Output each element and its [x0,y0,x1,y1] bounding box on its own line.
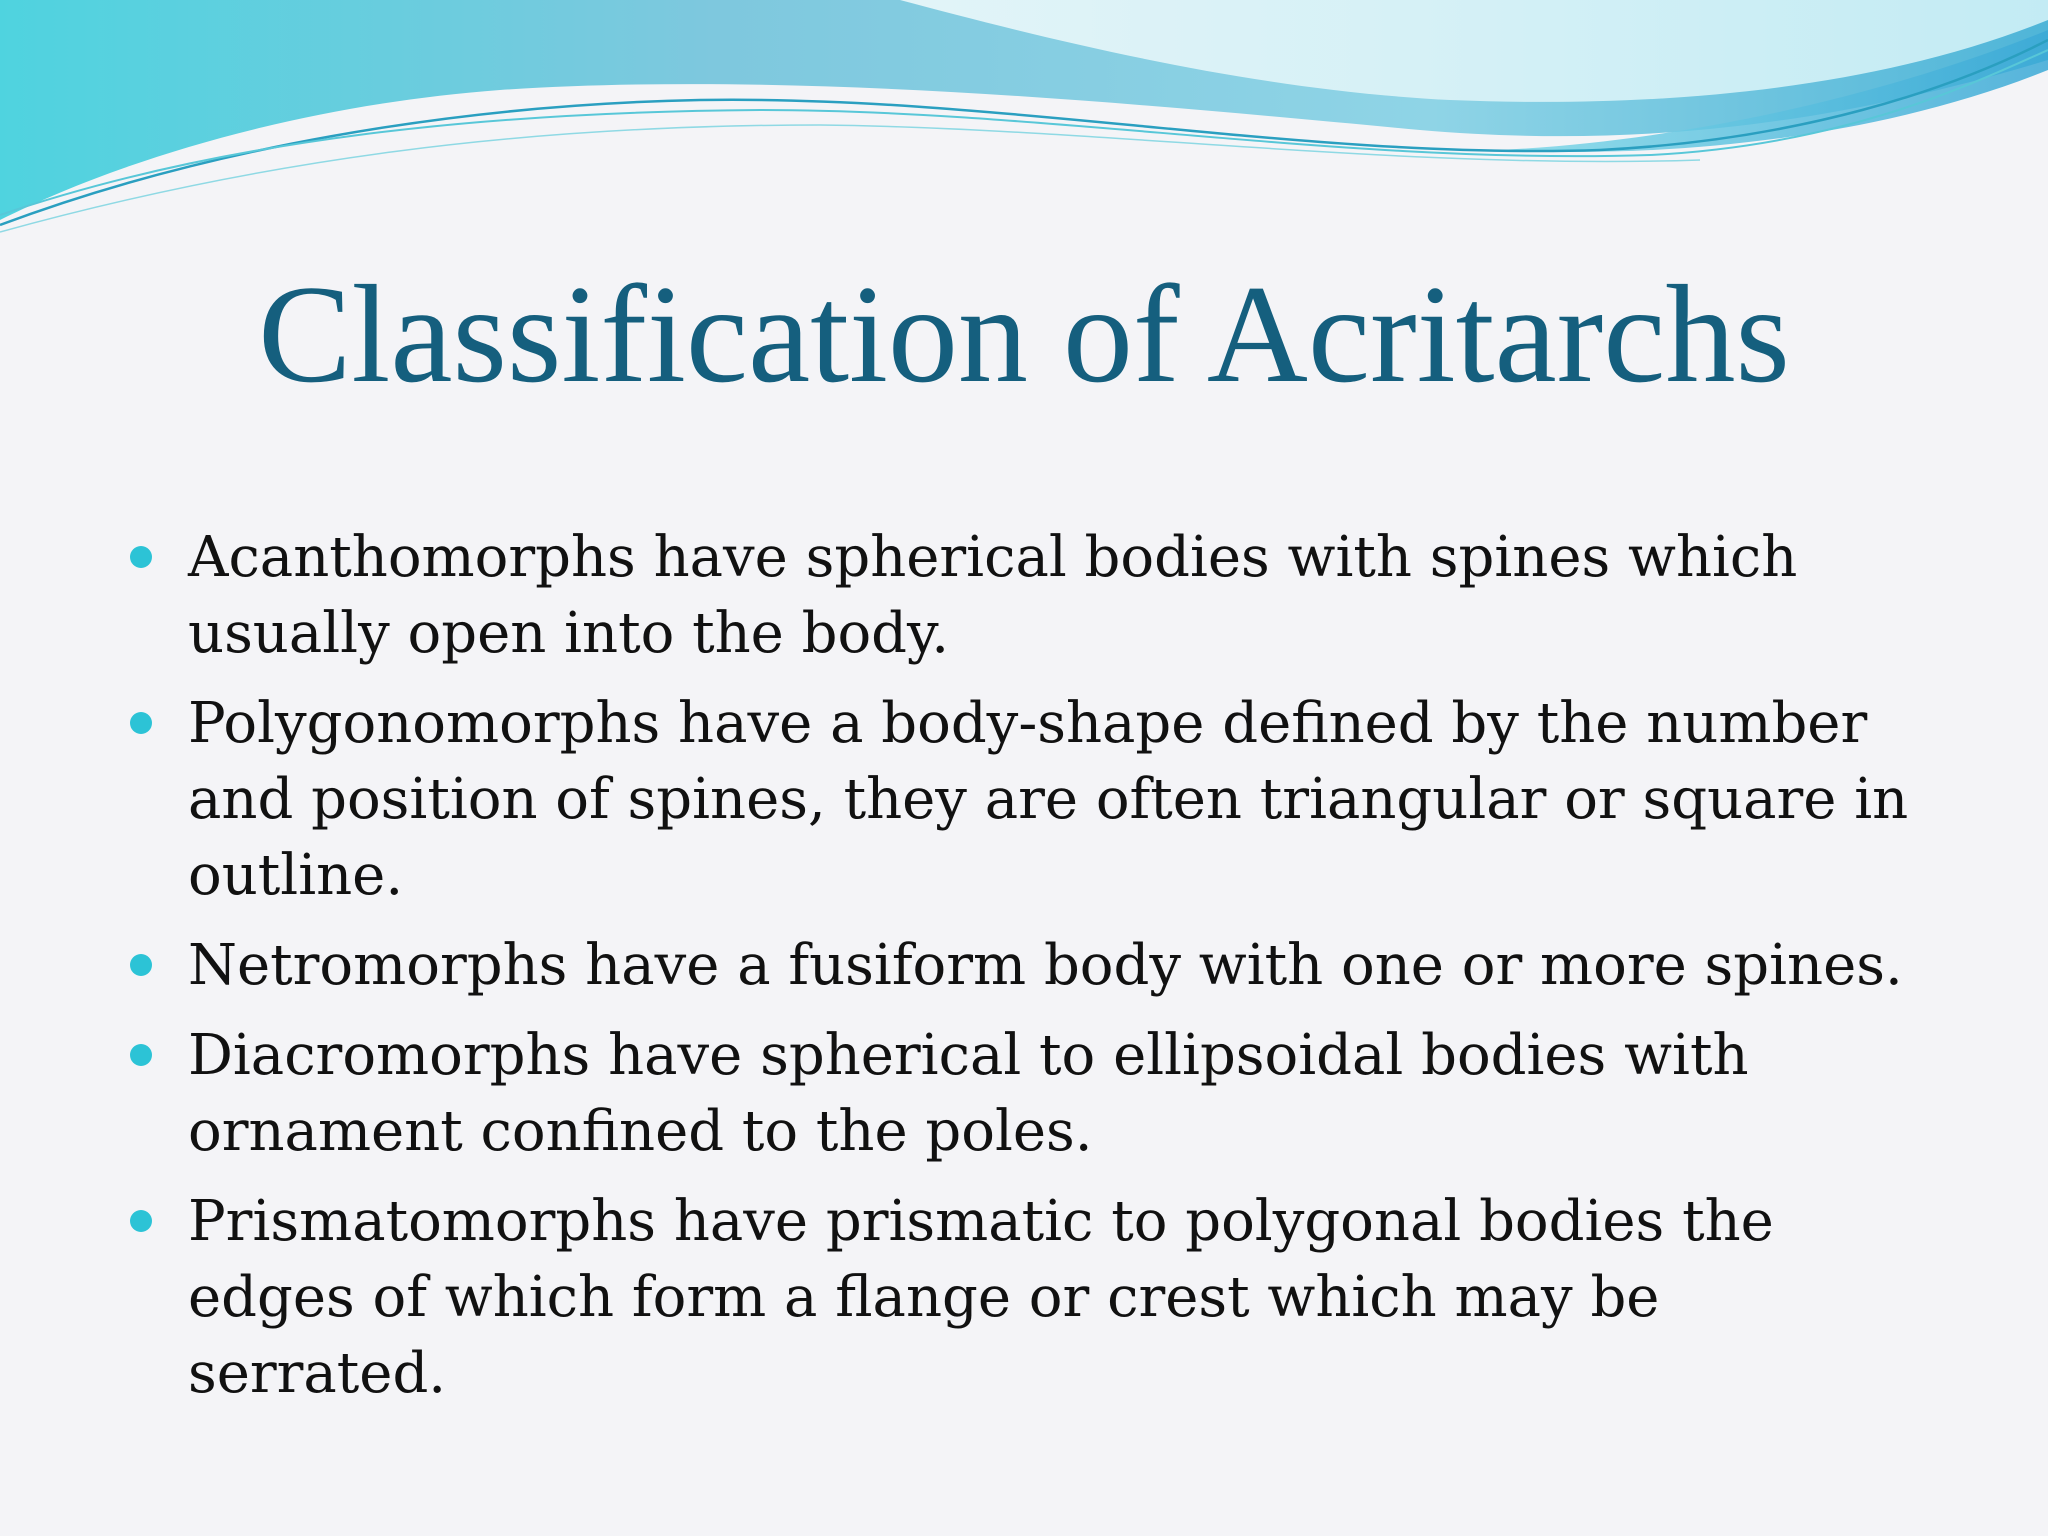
bullet-dot-icon [130,1044,152,1066]
bullet-text: Acanthomorphs have spherical bodies with spines which usually open into the body. [188,525,1798,666]
bullet-dot-icon [130,1210,152,1232]
bullet-item [130,686,1930,914]
slide-title: Classification of Acritarchs [258,257,1790,412]
bullet-item [130,1018,1930,1170]
bullet-text: Polygonomorphs have a body-shape defined by the number and position of spines, they are often triangular or square in outline. [188,691,1909,908]
bullet-item [130,1184,1930,1412]
bullet-item [130,520,1930,672]
bullet-item [130,928,1930,1004]
bullet-text: Netromorphs have a fusiform body with one or more spines. [188,933,1903,998]
bullet-dot-icon [130,712,152,734]
bullet-dot-icon [130,954,152,976]
bullet-list [130,520,1930,1426]
bullet-dot-icon [130,546,152,568]
bullet-text: Prismatomorphs have prismatic to polygonal bodies the edges of which form a flange or crest which may be serrated. [188,1189,1774,1406]
bullet-text: Diacromorphs have spherical to ellipsoidal bodies with ornament confined to the poles. [188,1023,1749,1164]
wave-header-decoration [0,0,2048,260]
